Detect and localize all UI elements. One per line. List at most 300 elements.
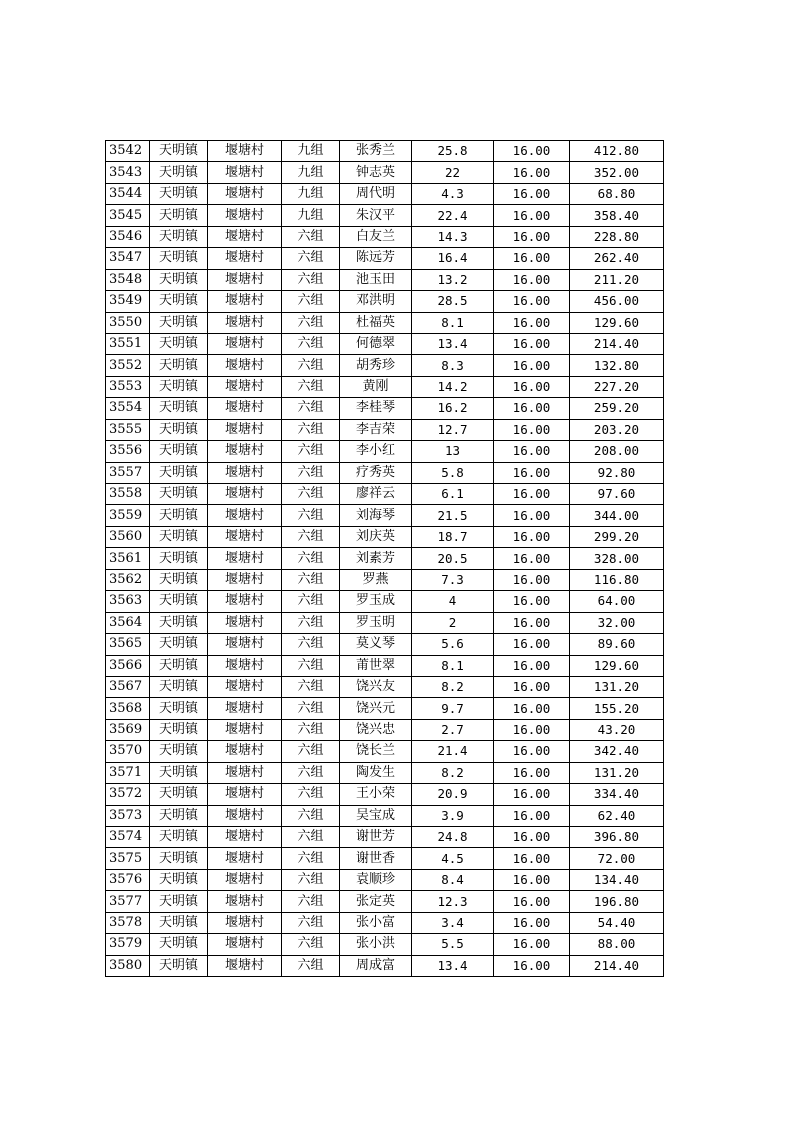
table-row [106,634,664,655]
cell-amount: 227.20 [570,376,664,397]
cell-row-number: 3577 [106,891,150,912]
cell-village: 堰塘村 [208,441,282,462]
cell-row-number: 3568 [106,698,150,719]
table-row [106,848,664,869]
cell-unit-price: 16.00 [494,848,570,869]
cell-row-number: 3545 [106,205,150,226]
table-row [106,441,664,462]
cell-town: 天明镇 [150,591,208,612]
table-row [106,205,664,226]
cell-area: 2.7 [412,719,494,740]
cell-town: 天明镇 [150,762,208,783]
cell-area: 8.2 [412,676,494,697]
cell-town: 天明镇 [150,719,208,740]
cell-town: 天明镇 [150,312,208,333]
cell-town: 天明镇 [150,505,208,526]
cell-area: 28.5 [412,291,494,312]
cell-town: 天明镇 [150,784,208,805]
table-row [106,376,664,397]
cell-unit-price: 16.00 [494,634,570,655]
cell-row-number: 3560 [106,526,150,547]
table-row [106,484,664,505]
cell-group: 六组 [282,419,340,440]
cell-town: 天明镇 [150,248,208,269]
cell-name: 黄刚 [340,376,412,397]
cell-area: 8.2 [412,762,494,783]
cell-name: 张秀兰 [340,141,412,162]
cell-village: 堰塘村 [208,269,282,290]
cell-village: 堰塘村 [208,548,282,569]
cell-row-number: 3548 [106,269,150,290]
cell-amount: 203.20 [570,419,664,440]
cell-village: 堰塘村 [208,226,282,247]
table-row [106,162,664,183]
cell-name: 刘海琴 [340,505,412,526]
cell-name: 胡秀珍 [340,355,412,376]
cell-name: 罗燕 [340,569,412,590]
cell-amount: 342.40 [570,741,664,762]
cell-town: 天明镇 [150,398,208,419]
cell-name: 袁顺珍 [340,869,412,890]
cell-group: 六组 [282,805,340,826]
cell-name: 钟志英 [340,162,412,183]
cell-row-number: 3553 [106,376,150,397]
cell-area: 7.3 [412,569,494,590]
table-row [106,805,664,826]
cell-town: 天明镇 [150,634,208,655]
cell-area: 20.9 [412,784,494,805]
cell-row-number: 3561 [106,548,150,569]
table-row [106,869,664,890]
cell-town: 天明镇 [150,912,208,933]
cell-amount: 129.60 [570,312,664,333]
cell-amount: 131.20 [570,762,664,783]
cell-town: 天明镇 [150,741,208,762]
cell-unit-price: 16.00 [494,226,570,247]
cell-amount: 64.00 [570,591,664,612]
cell-row-number: 3574 [106,827,150,848]
cell-name: 罗玉成 [340,591,412,612]
cell-area: 13.4 [412,333,494,354]
cell-area: 8.4 [412,869,494,890]
cell-village: 堰塘村 [208,333,282,354]
cell-village: 堰塘村 [208,612,282,633]
cell-unit-price: 16.00 [494,591,570,612]
cell-unit-price: 16.00 [494,484,570,505]
cell-group: 六组 [282,226,340,247]
cell-row-number: 3552 [106,355,150,376]
table-row [106,891,664,912]
cell-group: 六组 [282,741,340,762]
cell-amount: 129.60 [570,655,664,676]
table-row [106,934,664,955]
cell-village: 堰塘村 [208,162,282,183]
cell-area: 3.9 [412,805,494,826]
table-row [106,655,664,676]
cell-name: 张小洪 [340,934,412,955]
cell-village: 堰塘村 [208,676,282,697]
cell-town: 天明镇 [150,827,208,848]
cell-name: 饶兴忠 [340,719,412,740]
table-row [106,569,664,590]
cell-name: 白友兰 [340,226,412,247]
cell-group: 六组 [282,762,340,783]
cell-name: 张定英 [340,891,412,912]
cell-row-number: 3543 [106,162,150,183]
cell-amount: 228.80 [570,226,664,247]
cell-group: 六组 [282,827,340,848]
cell-village: 堰塘村 [208,869,282,890]
cell-unit-price: 16.00 [494,162,570,183]
table-row [106,526,664,547]
cell-unit-price: 16.00 [494,698,570,719]
cell-village: 堰塘村 [208,569,282,590]
cell-name: 周成富 [340,955,412,976]
cell-row-number: 3579 [106,934,150,955]
cell-area: 5.5 [412,934,494,955]
table-row [106,762,664,783]
cell-group: 六组 [282,869,340,890]
cell-amount: 92.80 [570,462,664,483]
cell-area: 3.4 [412,912,494,933]
cell-unit-price: 16.00 [494,912,570,933]
cell-group: 六组 [282,891,340,912]
cell-town: 天明镇 [150,698,208,719]
cell-name: 饶长兰 [340,741,412,762]
cell-area: 14.2 [412,376,494,397]
cell-village: 堰塘村 [208,955,282,976]
cell-row-number: 3556 [106,441,150,462]
cell-town: 天明镇 [150,419,208,440]
cell-village: 堰塘村 [208,827,282,848]
cell-name: 杜福英 [340,312,412,333]
cell-village: 堰塘村 [208,248,282,269]
cell-amount: 97.60 [570,484,664,505]
cell-area: 21.4 [412,741,494,762]
cell-row-number: 3567 [106,676,150,697]
cell-unit-price: 16.00 [494,333,570,354]
cell-group: 六组 [282,312,340,333]
table-row [106,719,664,740]
cell-name: 吴宝成 [340,805,412,826]
cell-amount: 396.80 [570,827,664,848]
cell-name: 李桂琴 [340,398,412,419]
cell-area: 8.1 [412,312,494,333]
cell-amount: 214.40 [570,333,664,354]
cell-town: 天明镇 [150,869,208,890]
cell-name: 刘庆英 [340,526,412,547]
cell-town: 天明镇 [150,848,208,869]
cell-row-number: 3544 [106,183,150,204]
cell-town: 天明镇 [150,655,208,676]
cell-group: 六组 [282,934,340,955]
cell-town: 天明镇 [150,291,208,312]
cell-town: 天明镇 [150,526,208,547]
cell-name: 莆世翠 [340,655,412,676]
cell-town: 天明镇 [150,376,208,397]
cell-unit-price: 16.00 [494,462,570,483]
cell-group: 六组 [282,248,340,269]
cell-town: 天明镇 [150,569,208,590]
cell-village: 堰塘村 [208,484,282,505]
cell-name: 朱汉平 [340,205,412,226]
cell-row-number: 3569 [106,719,150,740]
cell-town: 天明镇 [150,462,208,483]
cell-town: 天明镇 [150,141,208,162]
cell-group: 六组 [282,848,340,869]
table-row [106,398,664,419]
cell-area: 20.5 [412,548,494,569]
cell-row-number: 3564 [106,612,150,633]
table-row [106,462,664,483]
cell-amount: 211.20 [570,269,664,290]
table-row [106,269,664,290]
cell-name: 饶兴友 [340,676,412,697]
cell-name: 何德翠 [340,333,412,354]
table-row [106,505,664,526]
cell-area: 13.4 [412,955,494,976]
cell-area: 18.7 [412,526,494,547]
cell-unit-price: 16.00 [494,655,570,676]
cell-row-number: 3580 [106,955,150,976]
table-row [106,676,664,697]
cell-row-number: 3566 [106,655,150,676]
cell-row-number: 3542 [106,141,150,162]
cell-town: 天明镇 [150,205,208,226]
cell-amount: 131.20 [570,676,664,697]
cell-village: 堰塘村 [208,526,282,547]
cell-area: 14.3 [412,226,494,247]
cell-village: 堰塘村 [208,805,282,826]
cell-group: 六组 [282,398,340,419]
cell-amount: 155.20 [570,698,664,719]
cell-area: 16.4 [412,248,494,269]
cell-area: 5.6 [412,634,494,655]
cell-row-number: 3562 [106,569,150,590]
cell-town: 天明镇 [150,226,208,247]
cell-village: 堰塘村 [208,205,282,226]
cell-unit-price: 16.00 [494,312,570,333]
cell-area: 12.3 [412,891,494,912]
cell-group: 六组 [282,291,340,312]
cell-village: 堰塘村 [208,398,282,419]
cell-group: 六组 [282,462,340,483]
cell-amount: 214.40 [570,955,664,976]
cell-area: 2 [412,612,494,633]
cell-group: 六组 [282,526,340,547]
cell-group: 六组 [282,719,340,740]
cell-area: 13.2 [412,269,494,290]
table-row [106,591,664,612]
cell-name: 邓洪明 [340,291,412,312]
cell-name: 廖祥云 [340,484,412,505]
cell-row-number: 3563 [106,591,150,612]
cell-amount: 72.00 [570,848,664,869]
cell-town: 天明镇 [150,891,208,912]
cell-town: 天明镇 [150,162,208,183]
cell-group: 六组 [282,333,340,354]
cell-area: 25.8 [412,141,494,162]
cell-village: 堰塘村 [208,848,282,869]
cell-group: 六组 [282,548,340,569]
cell-town: 天明镇 [150,355,208,376]
cell-name: 罗玉明 [340,612,412,633]
cell-row-number: 3551 [106,333,150,354]
cell-unit-price: 16.00 [494,441,570,462]
cell-unit-price: 16.00 [494,248,570,269]
cell-village: 堰塘村 [208,912,282,933]
cell-village: 堰塘村 [208,762,282,783]
table-row [106,291,664,312]
cell-unit-price: 16.00 [494,827,570,848]
table-row [106,612,664,633]
cell-row-number: 3547 [106,248,150,269]
cell-group: 六组 [282,655,340,676]
cell-unit-price: 16.00 [494,891,570,912]
cell-unit-price: 16.00 [494,719,570,740]
cell-unit-price: 16.00 [494,869,570,890]
cell-unit-price: 16.00 [494,741,570,762]
cell-area: 13 [412,441,494,462]
cell-village: 堰塘村 [208,891,282,912]
cell-amount: 328.00 [570,548,664,569]
cell-area: 9.7 [412,698,494,719]
cell-amount: 259.20 [570,398,664,419]
cell-village: 堰塘村 [208,934,282,955]
table-row [106,312,664,333]
cell-name: 疗秀英 [340,462,412,483]
cell-town: 天明镇 [150,548,208,569]
cell-name: 张小富 [340,912,412,933]
cell-unit-price: 16.00 [494,398,570,419]
cell-village: 堰塘村 [208,655,282,676]
cell-area: 4.5 [412,848,494,869]
cell-row-number: 3546 [106,226,150,247]
cell-group: 六组 [282,269,340,290]
cell-area: 12.7 [412,419,494,440]
cell-group: 六组 [282,676,340,697]
cell-name: 陶发生 [340,762,412,783]
cell-name: 刘素芳 [340,548,412,569]
cell-area: 24.8 [412,827,494,848]
cell-name: 饶兴元 [340,698,412,719]
cell-unit-price: 16.00 [494,805,570,826]
cell-unit-price: 16.00 [494,269,570,290]
table-row [106,183,664,204]
cell-amount: 334.40 [570,784,664,805]
cell-amount: 456.00 [570,291,664,312]
cell-unit-price: 16.00 [494,762,570,783]
cell-group: 六组 [282,612,340,633]
cell-unit-price: 16.00 [494,183,570,204]
cell-row-number: 3559 [106,505,150,526]
table-body [106,141,664,977]
table-row [106,827,664,848]
cell-area: 21.5 [412,505,494,526]
cell-town: 天明镇 [150,676,208,697]
cell-group: 六组 [282,698,340,719]
cell-area: 22.4 [412,205,494,226]
cell-village: 堰塘村 [208,634,282,655]
cell-amount: 262.40 [570,248,664,269]
cell-row-number: 3558 [106,484,150,505]
cell-unit-price: 16.00 [494,419,570,440]
table-row [106,955,664,976]
cell-name: 谢世芳 [340,827,412,848]
cell-area: 5.8 [412,462,494,483]
cell-row-number: 3565 [106,634,150,655]
cell-amount: 134.40 [570,869,664,890]
cell-row-number: 3572 [106,784,150,805]
cell-village: 堰塘村 [208,719,282,740]
cell-town: 天明镇 [150,269,208,290]
cell-name: 李小红 [340,441,412,462]
table-row [106,548,664,569]
table-row [106,419,664,440]
cell-amount: 299.20 [570,526,664,547]
cell-village: 堰塘村 [208,462,282,483]
cell-unit-price: 16.00 [494,784,570,805]
cell-group: 六组 [282,441,340,462]
cell-group: 六组 [282,505,340,526]
cell-name: 莫义琴 [340,634,412,655]
cell-amount: 116.80 [570,569,664,590]
cell-group: 六组 [282,591,340,612]
cell-area: 4 [412,591,494,612]
cell-amount: 62.40 [570,805,664,826]
cell-row-number: 3555 [106,419,150,440]
cell-amount: 68.80 [570,183,664,204]
cell-area: 8.3 [412,355,494,376]
cell-name: 谢世香 [340,848,412,869]
table-row [106,355,664,376]
cell-group: 六组 [282,484,340,505]
cell-area: 22 [412,162,494,183]
cell-town: 天明镇 [150,934,208,955]
table-row [106,698,664,719]
cell-group: 六组 [282,634,340,655]
cell-amount: 88.00 [570,934,664,955]
cell-town: 天明镇 [150,955,208,976]
table-row [106,248,664,269]
cell-village: 堰塘村 [208,698,282,719]
cell-unit-price: 16.00 [494,141,570,162]
cell-area: 4.3 [412,183,494,204]
cell-group: 六组 [282,355,340,376]
cell-group: 九组 [282,141,340,162]
cell-group: 九组 [282,205,340,226]
table-row [106,226,664,247]
cell-amount: 358.40 [570,205,664,226]
cell-unit-price: 16.00 [494,955,570,976]
cell-name: 周代明 [340,183,412,204]
cell-row-number: 3575 [106,848,150,869]
cell-amount: 208.00 [570,441,664,462]
cell-name: 陈远芳 [340,248,412,269]
table-row [106,784,664,805]
table-row [106,912,664,933]
cell-unit-price: 16.00 [494,569,570,590]
cell-row-number: 3557 [106,462,150,483]
cell-unit-price: 16.00 [494,526,570,547]
cell-village: 堰塘村 [208,376,282,397]
cell-town: 天明镇 [150,183,208,204]
cell-unit-price: 16.00 [494,205,570,226]
cell-unit-price: 16.00 [494,505,570,526]
cell-village: 堰塘村 [208,355,282,376]
cell-amount: 32.00 [570,612,664,633]
cell-amount: 132.80 [570,355,664,376]
